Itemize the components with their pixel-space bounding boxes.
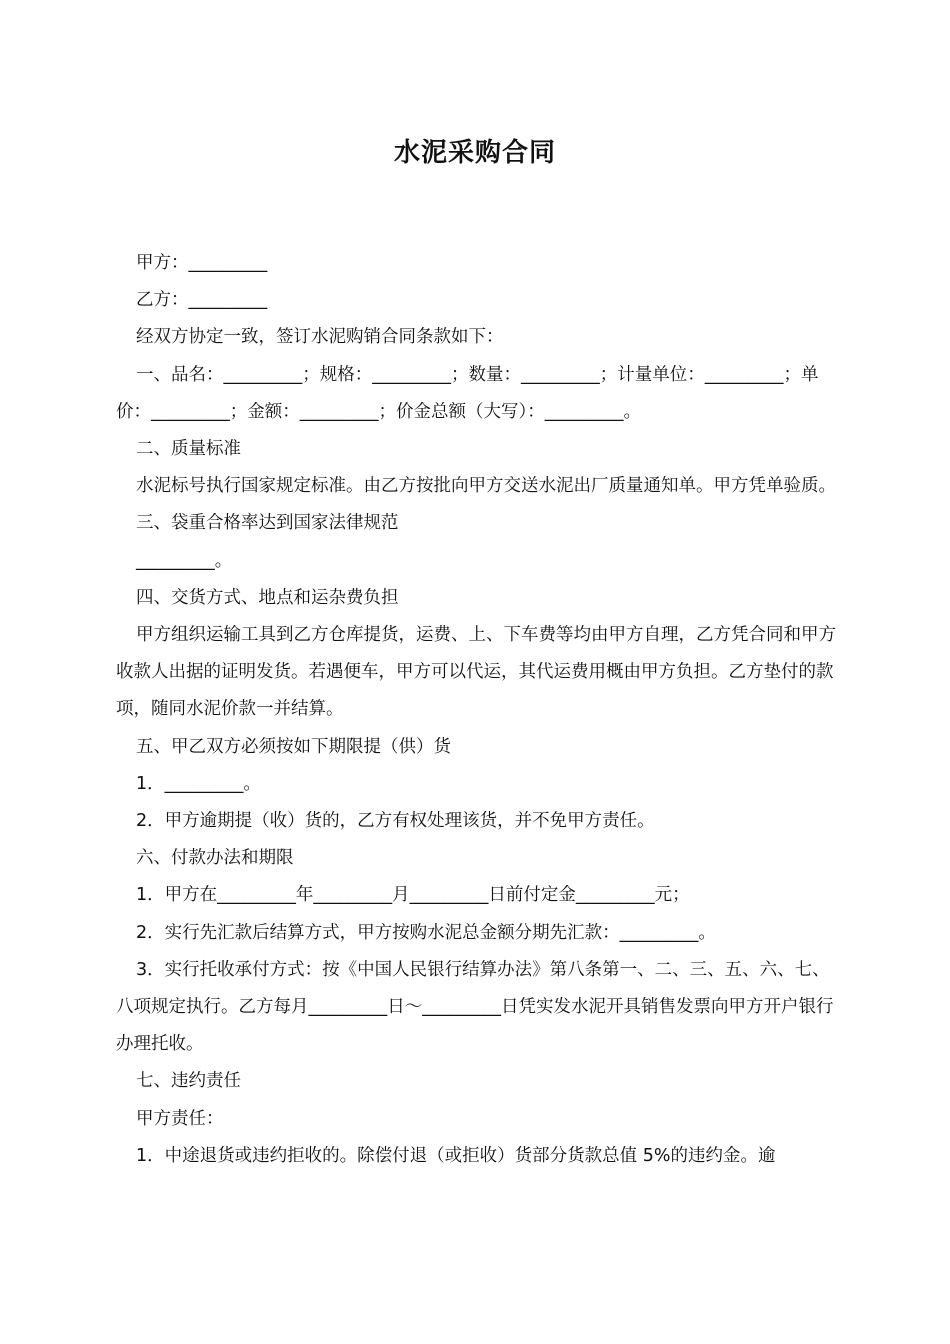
clause-2-text: 水泥标号执行国家规定标准。由乙方按批向甲方交送水泥出厂质量通知单。甲方凭单验质。 (136, 476, 836, 497)
agreement-intro: 经双方协定一致，签订水泥购销合同条款如下： (136, 327, 504, 348)
contract-body (116, 245, 846, 1175)
party-a-line: 甲方：_________ (136, 253, 268, 273)
party-a-responsibility-heading: 甲方责任： (136, 1108, 224, 1129)
clause-6-heading: 六、付款办法和期限 (136, 848, 294, 869)
clause-7-heading: 七、违约责任 (136, 1071, 241, 1092)
clause-5-item-2: 2．甲方逾期提（收）货的，乙方有权处理该货，并不免甲方责任。 (136, 811, 655, 832)
clause-1-product-details: 一、品名：_________；规格：_________；数量：_________；计量单位：_________；单价：_________；金额：_________；价金总额（大写）：_________。 (116, 364, 819, 422)
clause-5-heading: 五、甲乙双方必须按如下期限提（供）货 (136, 736, 451, 757)
clause-5-item-1: 1．_________。 (136, 773, 261, 794)
clause-6-item-1: 1．甲方在_________年_________月_________日前付定金_________元； (136, 885, 690, 906)
clause-6-item-2: 2．实行先汇款后结算方式，甲方按购水泥总金额分期先汇款：_________。 (136, 922, 716, 943)
document-title: 水泥采购合同 (393, 138, 556, 168)
clause-4-heading: 四、交货方式、地点和运杂费负担 (136, 587, 399, 608)
clause-4-text: 甲方组织运输工具到乙方仓库提货，运费、上、下车费等均由甲方自理，乙方凭合同和甲方收款人出据的证明发货。若遇便车，甲方可以代运，其代运费用概由甲方负担。乙方垫付的款项，随同水泥价款一并结算。 (116, 625, 836, 720)
clause-6-item-3: 3．实行托收承付方式：按《中国人民银行结算办法》第八条第一、二、三、五、六、七、八项规定执行。乙方每月_________日～_________日凭实发水泥开具销售发票向甲方开户银行办理托收。 (116, 959, 834, 1055)
clause-3-heading: 三、袋重合格率达到国家法律规范 (136, 513, 399, 534)
clause-2-heading: 二、质量标准 (136, 439, 241, 460)
party-b-line: 乙方：_________ (136, 290, 268, 311)
clause-3-blank: _________。 (136, 550, 233, 571)
party-a-responsibility-item-1: 1．中途退货或违约拒收的。除偿付退（或拒收）货部分货款总值 5%的违约金。逾 (136, 1145, 776, 1166)
